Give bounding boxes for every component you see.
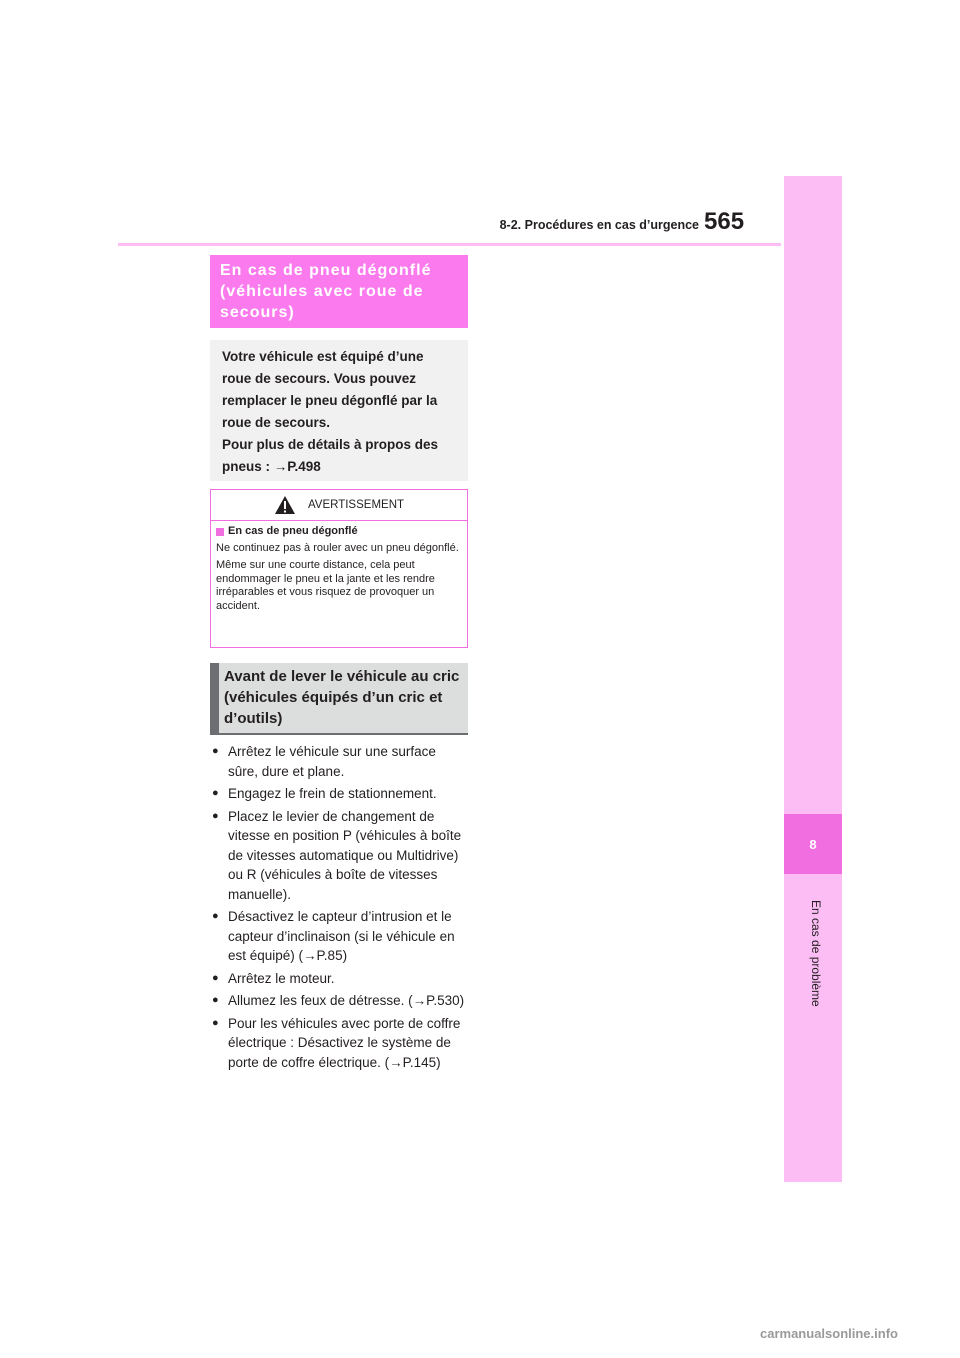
info-line: remplacer le pneu dégonflé par la [222, 393, 438, 408]
list-item: ● Allumez les feux de détresse. (→P.530) [210, 991, 468, 1011]
page-number: 565 [704, 208, 745, 235]
watermark: carmanualsonline.info [760, 1326, 898, 1341]
chapter-side-label: En cas de problème [809, 900, 823, 1007]
warning-triangle-icon [274, 495, 296, 515]
list-item: ● Arrêtez le véhicule sur une surface sûre, dure et plane. [210, 742, 468, 781]
list-item: ● Pour les véhicules avec porte de coffre électrique : Désactivez le système de porte de coffre électrique. (→P.145) [210, 1014, 468, 1073]
info-box [210, 340, 468, 481]
section-heading-jack-text: Avant de lever le véhicule au cric (véhicules équipés d’un cric et d’outils) [224, 668, 460, 727]
warning-paragraph: Même sur une courte distance, cela peut endommager le pneu et la jante et les rendre irréparables et vous risquez de provoquer un accident. [216, 559, 435, 612]
info-line: pneus : →P.498 [222, 459, 321, 474]
warning-subtitle-text: En cas de pneu dégonflé [228, 525, 358, 537]
section-heading-jack [210, 663, 468, 735]
warning-box [210, 489, 468, 648]
list-item: ● Placez le levier de changement de vitesse en position P (véhicules à boîte de vitesses automatique ou Multidrive) ou R (véhicules à boîte de vitesses manuelle). [210, 807, 468, 905]
header-rule [118, 243, 781, 246]
warning-header [211, 490, 467, 521]
list-item: ● Désactivez le capteur d’intrusion et le capteur d’inclinaison (si le véhicule en est équipé) (→P.85) [210, 907, 468, 966]
warning-subtitle [216, 525, 462, 539]
warning-body [211, 521, 467, 621]
info-line: roue de secours. [222, 415, 331, 430]
info-line: Pour plus de détails à propos des [222, 437, 439, 452]
chapter-title: 8-2. Procédures en cas d’urgence [499, 218, 699, 232]
side-tab [784, 176, 842, 1182]
list-item: ● Arrêtez le moteur. [210, 969, 468, 989]
bullet-list [210, 742, 468, 1075]
heading-accent-bar [210, 663, 219, 733]
info-line: Votre véhicule est équipé d’une [222, 349, 424, 364]
list-item: ● Engagez le frein de stationnement. [210, 784, 468, 804]
info-line: roue de secours. Vous pouvez [222, 371, 417, 386]
section-heading-flat-tire: En cas de pneu dégonflé (véhicules avec roue de secours) [210, 255, 468, 328]
square-bullet-icon [216, 528, 224, 536]
warning-paragraph: Ne continuez pas à rouler avec un pneu dégonflé. [216, 541, 459, 554]
chapter-number-tab: 8 [784, 814, 842, 874]
warning-title: AVERTISSEMENT [307, 499, 405, 511]
